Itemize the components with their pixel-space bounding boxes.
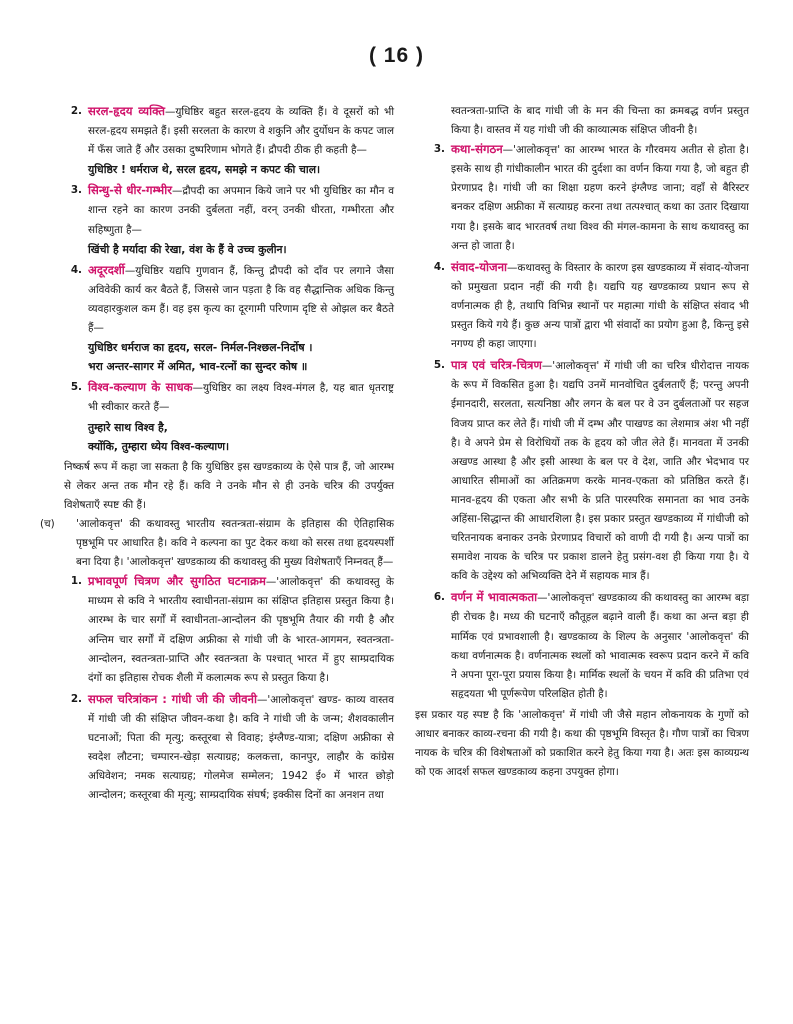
item-text: —'आलोकवृत्त' में गांधी जी का चरित्र धीरोदात्त नायक के रूप में विकसित हुआ है। यद्यपि उनमें मानवोचित दुर्बलताएँ हैं; परन्तु अपनी ईमानदारी, सरलता, सत्यनिष्ठा और लगन के बल पर वे उन दुर्बलताओं पर सहज विजय प्राप्त कर लेते हैं। गांधी जी में दम्भ और पाखण्ड का लेशमात्र अंश भी नहीं है। वे अपने प्रेम से विरोधियों तक के हृदय को जीत लेते हैं। मानवता में उनकी अखण्ड आस्था है और इसी आस्था के बल पर वे देश, जाति और भेदभाव पर आधारित सीमाओं का अतिक्रमण करके मानव-एकता को प्रतिष्ठित करते हैं। मानव-हृदय की एकता और सभी के प्रति पारस्परिक समानता का भाव उनके अहिंसा-सिद्धान्त की आधारशिला है। इस प्रकार प्रस्तुत खण्डकाव्य में गांधीजी को चरितनायक बनाकर उनके प्रेरणाप्रद विचारों को वाणी दी गयी है। अन्य पात्रों का समावेश नायक के चरित्र पर प्रकाश डालने हेतु प्रसंग-वश ही किया गया है। ये कवि के उद्देश्य को अभिव्यक्ति देने में सहायक मात्र हैं। bbox=[451, 360, 749, 583]
item-text: —युधिष्ठिर का लक्ष्य विश्व-मंगल है, यह बात धृतराष्ट्र भी स्वीकार करते हैं— bbox=[88, 382, 394, 414]
item-heading: संवाद-योजना bbox=[451, 259, 508, 274]
item-number: 4. bbox=[70, 263, 82, 276]
item-heading: सफल चरित्रांकन : गांधी जी की जीवनी bbox=[88, 691, 257, 706]
trait-item bbox=[64, 261, 394, 377]
item-heading: प्रभावपूर्ण चित्रण और सुगठित घटनाक्रम bbox=[88, 574, 266, 589]
conclusion-paragraph: इस प्रकार यह स्पष्ट है कि 'आलोकवृत्त' में गांधी जी जैसे महान लोकनायक के गुणों को आधार बनाकर काव्य-रचना की गयी है। कथा की पृष्ठभूमि विस्तृत है। गौण पात्रों का चित्रण नायक के चरित्र की विशेषताओं को प्रकाशित करने हेतु किया गया है। अतः इस काव्यग्रन्थ को एक आदर्श सफल खण्डकाव्य कहना उपयुक्त होगा। bbox=[415, 708, 749, 779]
verse-quote: युधिष्ठिर ! धर्मराज थे, सरल हृदय, समझे न कपट की चाल। bbox=[88, 163, 321, 177]
item-heading: सिन्धु-से धीर-गम्भीर bbox=[88, 183, 172, 198]
item-number: 5. bbox=[433, 359, 445, 372]
item-heading: वर्णन में भावात्मकता bbox=[451, 590, 538, 605]
left-column bbox=[40, 102, 395, 807]
item-number: 4. bbox=[433, 260, 445, 273]
verse-quote: तुम्हारे साथ विश्व है, bbox=[88, 420, 168, 434]
item-number: 2. bbox=[70, 105, 82, 117]
feature-item bbox=[64, 690, 394, 806]
page-number: ( 16 ) bbox=[368, 44, 424, 67]
verse-quote: खिंची है मर्यादा की रेखा, वंश के हैं वे उच्च कुलीन। bbox=[88, 242, 287, 256]
item-heading: कथा-संगठन bbox=[451, 142, 503, 157]
item-heading: पात्र एवं चरित्र-चित्रण bbox=[451, 358, 542, 373]
verse-quote: युधिष्ठिर धर्मराज का हृदय, सरल- निर्मल-निश्छल-निर्दोष । bbox=[88, 341, 313, 355]
item-number: 1. bbox=[70, 575, 82, 588]
item-heading: विश्व-कल्याण के साधक bbox=[88, 380, 193, 395]
item-text: —'आलोकवृत्त' का आरम्भ भारत के गौरवमय अतीत से होता है। इसके साथ ही गांधीकालीन भारत की दुर्दशा का वर्णन किया गया है, जो बहुत ही प्रेरणाप्रद है। गांधी जी का शिक्षा ग्रहण करने इंग्लैण्ड जाना; वहाँ से बैरिस्टर बनकर दक्षिण अफ्रीका में सत्याग्रह करना तथा तत्पश्चात् कथा का उतार दिखाया गया है। इसके बाद भारतवर्ष तथा विश्व की मंगल-कामना के साथ कथावस्तु का अन्त हो जाता है। bbox=[451, 144, 749, 252]
item-text: —युधिष्ठिर बहुत सरल-हृदय के व्यक्ति हैं। वे दूसरों को भी सरल-हृदय समझते हैं। इसी सरलता के कारण वे शकुनि और दुर्योधन के कपट जाल में फँस जाते हैं और उसका दुष्परिणाम भोगते हैं। द्रौपदी ठीक ही कहती है— bbox=[88, 106, 395, 157]
verse-quote: क्योंकि, तुम्हारा ध्येय विश्व-कल्याण। bbox=[88, 439, 230, 453]
item-text: —'आलोकवृत्त' खण्डकाव्य की कथावस्तु का आरम्भ बड़ा ही रोचक है। मध्य की घटनाएँ कौतूहल बढ़ाने वाली हैं। कथा का अन्त बड़ा ही मार्मिक एवं प्रभावशाली है। खण्डकाव्य के शिल्प के अनुसार 'आलोकवृत्त' की कथा वर्णनात्मक है। वर्णनात्मक स्थलों को भावात्मक स्वरूप प्रदान करने में कवि ने अपना पूरा-पूरा प्रयास किया है। मार्मिक स्थलों के चयन में कवि की प्रतिभा एवं सहृदयता भी पूर्णरूपेण परिलक्षित होती है। bbox=[451, 592, 750, 700]
item-text: —कथावस्तु के विस्तार के कारण इस खण्डकाव्य में संवाद-योजना को प्रमुखता प्रदान नहीं की गयी है। यद्यपि यह खण्डकाव्य प्रधान रूप से वर्णनात्मक ही है, तथापि विभिन्न स्थानों पर महात्मा गांधी के संक्षिप्त संवाद भी प्रस्तुत किये गये हैं। कुछ अन्य पात्रों द्वारा भी संवादों का प्रयोग हुआ है, किन्तु इसे नगण्य ही कहा जाएगा। bbox=[451, 261, 749, 351]
feature-item bbox=[427, 356, 749, 586]
item-number: 3. bbox=[433, 143, 445, 156]
item-text: —'आलोकवृत्त' की कथावस्तु के माध्यम से कवि ने भारतीय स्वाधीनता-संग्राम का संक्षिप्त इतिहास प्रस्तुत किया है। आरम्भ के चार सर्गों में स्वाधीनता-आन्दोलन की पृष्ठभूमि तैयार की गयी है और अन्तिम चार सर्गों में दक्षिण अफ्रीका से गांधी जी के भारत-आगमन, स्वतन्त्रता-आन्दोलन, स्वतन्त्रता-प्राप्ति और स्वतन्त्रता के पश्चात् भारत में हुए साम्प्रदायिक दंगों का इतिहास रोचक शैली में कलात्मक रूप से प्रस्तुत किया है। bbox=[88, 576, 394, 684]
right-column bbox=[415, 102, 750, 782]
item-text: —द्रौपदी का अपमान किये जाने पर भी युधिष्ठिर का मौन व शान्त रहने का कारण उनकी दुर्बलता नहीं, वरन् उनकी धीरता, गम्भीरता और सहिष्णुता है— bbox=[88, 185, 394, 236]
feature-item bbox=[427, 588, 749, 704]
item-number: 2. bbox=[70, 692, 82, 705]
item-text: —'आलोकवृत्त' खण्ड- काव्य वास्तव में गांधी जी की संक्षिप्त जीवन-कथा है। कवि ने गांधी जी के जन्म; शैशवकालीन घटनाओं; पिता की मृत्यु; कस्तूरबा से विवाह; इंग्लैण्ड-यात्रा; दक्षिण अफ्रीका से स्वदेश लौटना; चम्पारन-खेड़ा सत्याग्रह; कलकत्ता, कानपुर, लाहौर के कांग्रेस अधिवेशन; नमक सत्याग्रह; गोलमेज सम्मेलन; 1942 ई० में भारत छोड़ो आन्दोलन; कस्तूरबा की मृत्यु; साम्प्रदायिक संघर्ष; इक्कीस दिनों का अनशन तथा bbox=[88, 693, 394, 802]
section-label: (च) bbox=[40, 517, 55, 530]
feature-item bbox=[427, 140, 749, 256]
item-number: 3. bbox=[70, 184, 82, 197]
trait-item bbox=[64, 181, 394, 258]
item-heading: अदूरदर्शी bbox=[88, 262, 125, 277]
conclusion-paragraph: निष्कर्ष रूप में कहा जा सकता है कि युधिष्ठिर इस खण्डकाव्य के ऐसे पात्र हैं, जो आरम्भ से लेकर अन्त तक मौन रहे हैं। कवि ने उनके मौन से ही उनके चरित्र की उपर्युक्त विशेषताएँ स्पष्ट की हैं। bbox=[64, 460, 394, 511]
feature-item bbox=[427, 258, 749, 354]
item-number: 6. bbox=[433, 591, 445, 604]
continued-paragraph: स्वतन्त्रता-प्राप्ति के बाद गांधी जी के मन की चिन्ता का क्रमबद्ध वर्णन प्रस्तुत किया है। वास्तव में यह गांधी जी की काव्यात्मक संक्षिप्त जीवनी है। bbox=[451, 105, 749, 137]
trait-item bbox=[64, 102, 394, 179]
section-text: 'आलोकवृत्त' की कथावस्तु भारतीय स्वतन्त्रता-संग्राम के इतिहास की ऐतिहासिक पृष्ठभूमि पर आधारित है। कवि ने कल्पना का पुट देकर कथा को सरस तथा हृदयस्पर्शी बना दिया है। 'आलोकवृत्त' खण्डकाव्य की कथावस्तु की मुख्य विशेषताएँ निम्नवत् हैं— bbox=[76, 517, 394, 569]
item-number: 5. bbox=[70, 381, 82, 394]
item-text: —युधिष्ठिर यद्यपि गुणवान हैं, किन्तु द्रौपदी को दाँव पर लगाने जैसा अविवेकी कार्य कर बैठते हैं, जिससे जान पड़ता है कि वह सैद्धान्तिक अधिक किन्तु व्यवहारकुशल कम हैं। वह इस कृत्य का दूरगामी परिणाम दृष्टि से ओझल कर बैठते हैं— bbox=[88, 264, 394, 335]
item-heading: सरल-हृदय व्यक्ति bbox=[88, 104, 165, 118]
feature-item bbox=[64, 572, 394, 688]
verse-quote: भरा अन्तर-सागर में अमित, भाव-रत्नों का सुन्दर कोष ॥ bbox=[88, 360, 308, 374]
trait-item bbox=[64, 378, 394, 455]
section-block bbox=[28, 515, 394, 572]
